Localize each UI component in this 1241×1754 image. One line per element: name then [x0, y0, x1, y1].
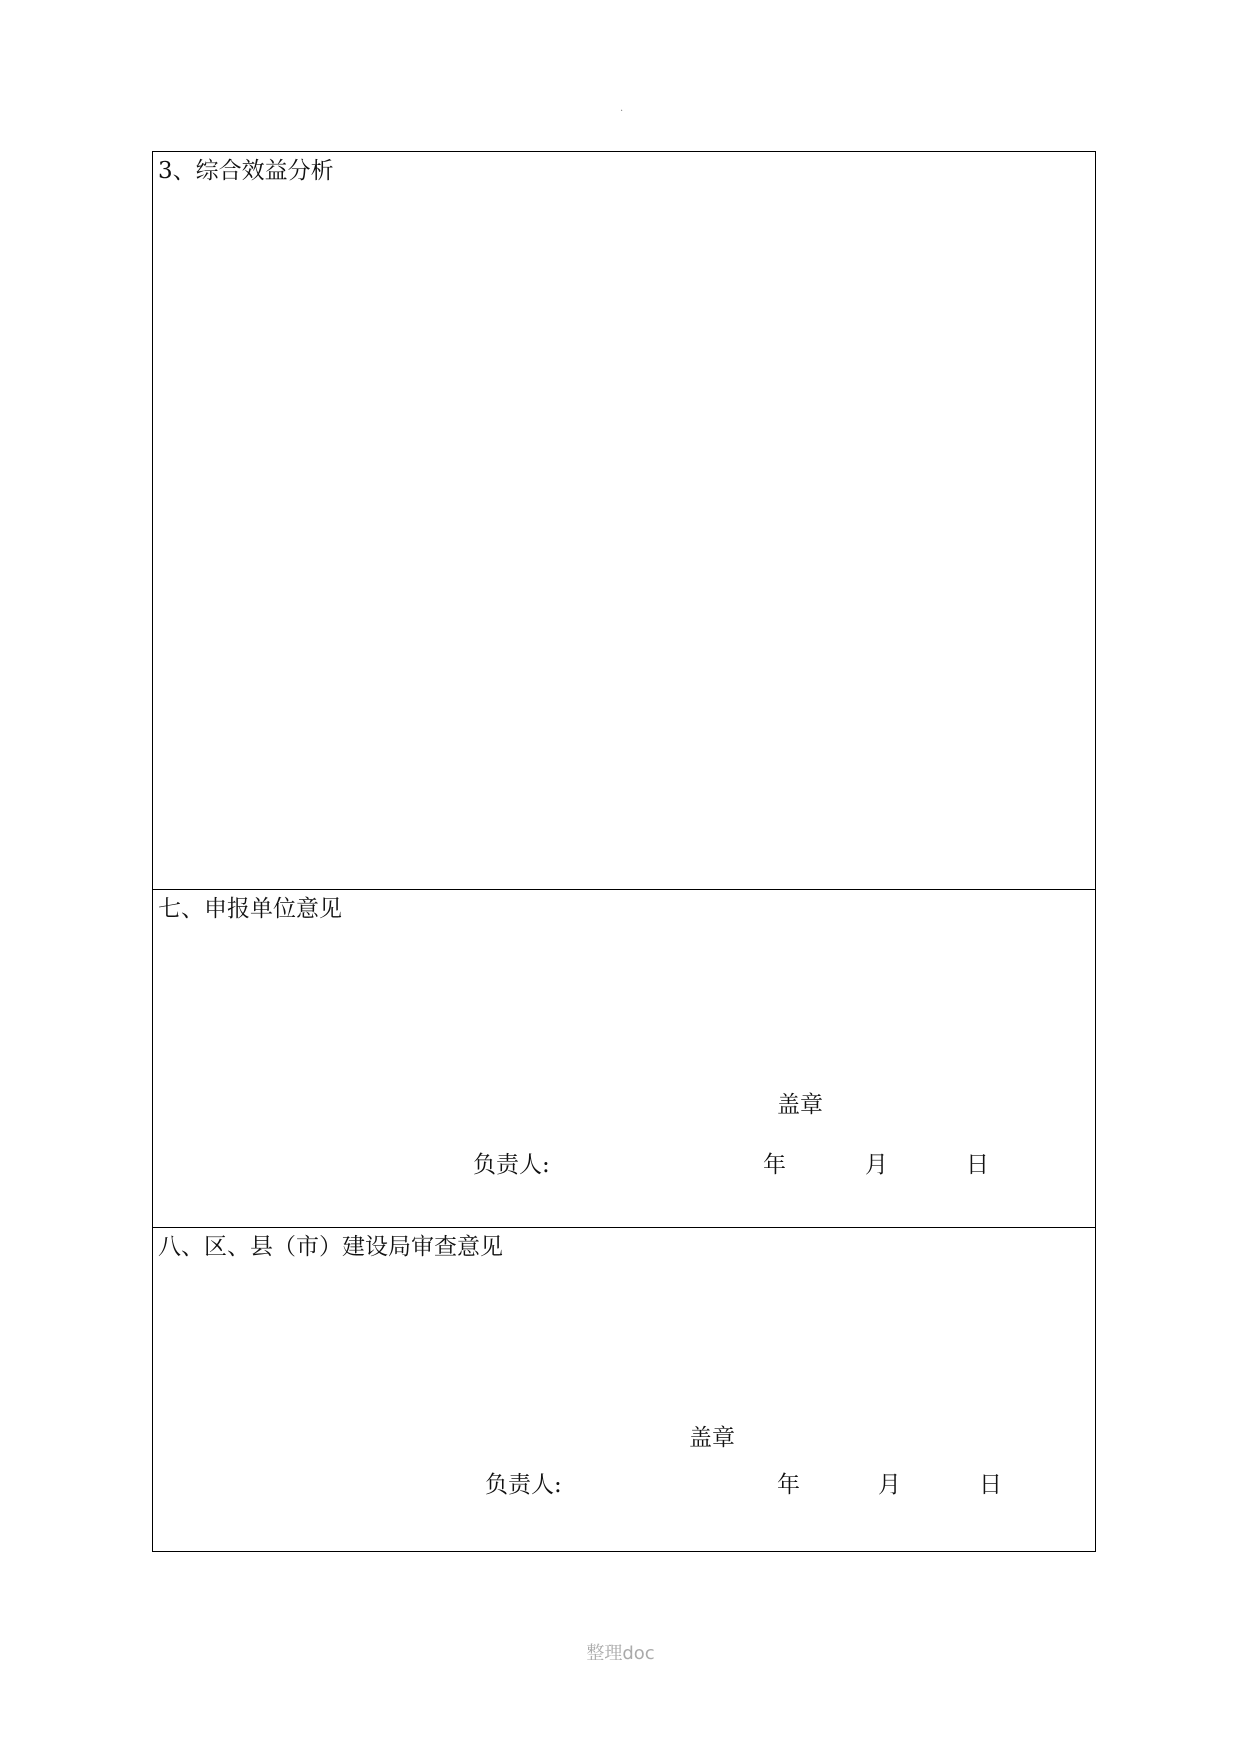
- bureau-review-section: [153, 1228, 1095, 1551]
- header-mark: .: [620, 103, 624, 114]
- applicant-year-label: 年: [763, 1152, 786, 1178]
- bureau-seal-label: 盖章: [689, 1425, 735, 1451]
- applicant-responsible-label: 负责人:: [473, 1152, 550, 1178]
- applicant-day-label: 日: [966, 1152, 989, 1178]
- bureau-year-label: 年: [777, 1472, 800, 1498]
- bureau-responsible-label: 负责人:: [485, 1472, 562, 1498]
- applicant-month-label: 月: [865, 1152, 888, 1178]
- bureau-review-title: 八、区、县（市）建设局审查意见: [158, 1234, 503, 1260]
- bureau-month-label: 月: [878, 1472, 901, 1498]
- bureau-day-label: 日: [979, 1472, 1002, 1498]
- benefit-analysis-title: 3、综合效益分析: [158, 158, 334, 184]
- application-form-table: [152, 151, 1096, 1552]
- benefit-analysis-section: [153, 152, 1095, 890]
- applicant-opinion-section: [153, 890, 1095, 1228]
- footer-watermark: 整理doc: [586, 1643, 655, 1664]
- applicant-opinion-title: 七、申报单位意见: [158, 896, 342, 922]
- applicant-seal-label: 盖章: [777, 1092, 823, 1118]
